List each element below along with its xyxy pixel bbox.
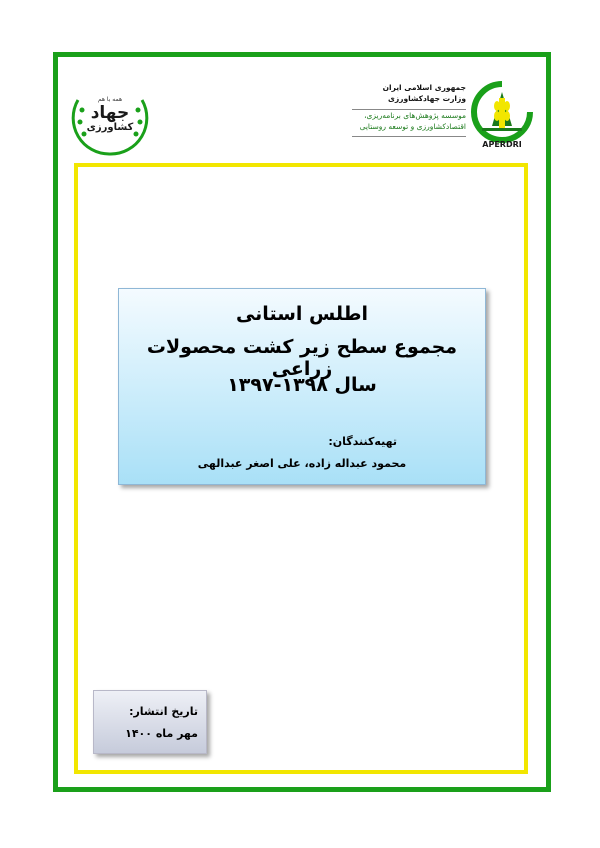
authors-label: تهیه‌کنندگان: xyxy=(328,435,397,448)
country-name: جمهوری اسلامی ایران xyxy=(382,83,466,92)
header-divider-bottom xyxy=(352,136,466,137)
jihad-logo-slogan: همه با هم xyxy=(97,96,123,103)
aperdri-logo-icon xyxy=(470,80,534,144)
title-box xyxy=(118,288,486,485)
ministry-name: وزارت جهادکشاورزی xyxy=(387,94,466,103)
aperdri-logo-label: APERDRI xyxy=(482,140,522,149)
publication-date-box xyxy=(93,690,207,754)
jihad-logo-main: جهاد xyxy=(90,103,130,123)
institute-line-2: اقتصادکشاورزی و توسعه روستایی xyxy=(359,122,466,131)
publication-date-label: تاریخ انتشار: xyxy=(129,705,198,718)
publication-date-value: مهر ماه ۱۴۰۰ xyxy=(125,727,198,740)
atlas-subtitle: مجموع سطح زیر کشت محصولات زراعی xyxy=(146,336,458,380)
atlas-title: اطلس استانی xyxy=(235,303,369,325)
header-institute-text xyxy=(340,82,466,132)
header-divider xyxy=(352,109,466,110)
institute-line-1: موسسه پژوهش‌های برنامه‌ریزی، xyxy=(364,111,466,120)
atlas-year: سال ۱۳۹۸-۱۳۹۷ xyxy=(227,374,377,396)
jihad-logo-sub: کشاورزی xyxy=(86,122,134,133)
authors-names: محمود عبداله زاده، علی اصغر عبدالهی xyxy=(197,457,407,470)
